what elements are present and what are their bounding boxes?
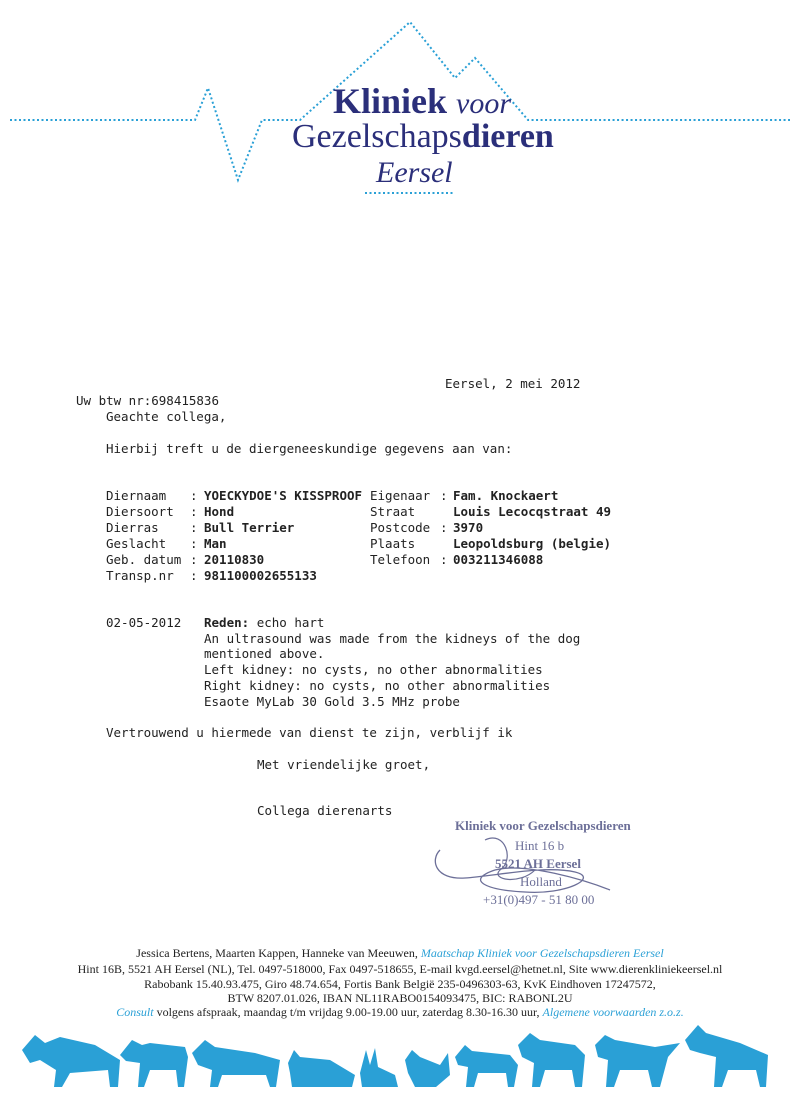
closing-line: Vertrouwend u hiermede van dienst te zijn, verblijf ik <box>106 725 513 740</box>
signature-line: Collega dierenarts <box>257 803 393 818</box>
footer-voorwaarden: Algemene voorwaarden z.o.z. <box>542 1005 684 1019</box>
btw-number: Uw btw nr:698415836 <box>76 393 219 408</box>
stamp-line2: Hint 16 b <box>515 838 565 853</box>
field-value-eigenaar: Fam. Knockaert <box>453 488 559 503</box>
clinic-stamp <box>425 810 645 920</box>
reason-label: Reden: <box>204 615 250 630</box>
footer-line2: Hint 16B, 5521 AH Eersel (NL), Tel. 0497-518000, Fax 0497-518655, E-mail kvgd.eersel@hetnet.nl, Site www.dierenkliniekeersel.nl <box>77 962 723 976</box>
field-colon: : <box>440 488 448 503</box>
field-colon: : <box>440 520 448 535</box>
note-line: Esaote MyLab 30 Gold 3.5 MHz probe <box>204 694 460 709</box>
note-line: Left kidney: no cysts, no other abnormalities <box>204 662 543 677</box>
logo-dieren: dieren <box>461 118 554 155</box>
footer-hours: volgens afspraak, maandag t/m vrijdag 9.00-19.00 uur, zaterdag 8.30-16.30 uur, <box>156 1005 540 1019</box>
field-label-geslacht: Geslacht <box>106 536 167 551</box>
field-colon: : <box>190 504 198 519</box>
field-colon: : <box>190 488 198 503</box>
dog-silhouette-icon <box>455 1045 518 1087</box>
footer-consult: Consult <box>116 1005 154 1019</box>
logo-gezelschaps: Gezelschaps <box>292 118 462 155</box>
dog-silhouette-icon <box>685 1025 768 1087</box>
field-label-straat: Straat <box>370 504 416 519</box>
field-value-straat: Louis Lecocqstraat 49 <box>453 504 612 519</box>
greeting: Geachte collega, <box>106 409 227 424</box>
logo-title-line1 <box>333 80 511 122</box>
field-value-plaats: Leopoldsburg (belgie) <box>453 536 612 551</box>
animal-silhouettes-strip <box>0 1015 800 1100</box>
field-value-postcode: 3970 <box>453 520 484 535</box>
regards-line: Met vriendelijke groet, <box>257 757 431 772</box>
dog-silhouette-icon <box>192 1040 280 1087</box>
stamp-line1: Kliniek voor Gezelschapsdieren <box>455 818 631 833</box>
field-colon: : <box>440 552 448 567</box>
field-colon: : <box>190 536 198 551</box>
footer-maatschap: Maatschap Kliniek voor Gezelschapsdieren Eersel <box>420 946 664 960</box>
dog-silhouette-icon <box>120 1040 188 1087</box>
field-value-diersoort: Hond <box>204 504 235 519</box>
field-colon: : <box>190 568 198 583</box>
dog-silhouette-icon <box>595 1035 680 1087</box>
intro-line: Hierbij treft u de diergeneeskundige gegevens aan van: <box>106 441 513 456</box>
logo-title-line3: Eersel <box>376 156 453 189</box>
field-value-geb-datum: 20110830 <box>204 552 265 567</box>
field-label-eigenaar: Eigenaar <box>370 488 431 503</box>
field-value-transp-nr: 981100002655133 <box>204 568 317 583</box>
place-date: Eersel, 2 mei 2012 <box>445 376 581 391</box>
reason-value: echo hart <box>256 615 325 630</box>
logo-voor: voor <box>456 87 512 120</box>
rabbit-silhouette-icon <box>360 1048 398 1087</box>
footer-line1 <box>0 946 800 961</box>
field-label-plaats: Plaats <box>370 536 416 551</box>
field-label-diernaam: Diernaam <box>106 488 167 503</box>
field-label-telefoon: Telefoon <box>370 552 431 567</box>
field-colon: : <box>190 520 198 535</box>
stamp-line5: +31(0)497 - 51 80 00 <box>483 892 595 907</box>
field-label-diersoort: Diersoort <box>106 504 174 519</box>
dog-silhouette-icon <box>518 1033 585 1087</box>
footer-names: Jessica Bertens, Maarten Kappen, Hanneke van Meeuwen, <box>136 946 418 960</box>
field-value-dierras: Bull Terrier <box>204 520 295 535</box>
field-label-postcode: Postcode <box>370 520 431 535</box>
field-value-geslacht: Man <box>204 536 227 551</box>
note-line: mentioned above. <box>204 646 325 661</box>
stamp-line4: Holland <box>520 874 562 889</box>
note-line: Right kidney: no cysts, no other abnormalities <box>204 678 551 693</box>
chicken-silhouette-icon <box>405 1050 450 1087</box>
field-label-dierras: Dierras <box>106 520 159 535</box>
field-value-diernaam: YOECKYDOE'S KISSPROOF <box>204 488 363 503</box>
note-line: An ultrasound was made from the kidneys of the dog <box>204 631 581 646</box>
field-label-transp-nr: Transp.nr <box>106 568 174 583</box>
logo-kliniek: Kliniek <box>333 81 448 121</box>
logo-title-line2 <box>292 118 554 156</box>
cat-silhouette-icon <box>288 1050 355 1087</box>
field-value-telefoon: 003211346088 <box>453 552 544 567</box>
footer-line3: Rabobank 15.40.93.475, Giro 48.74.654, Fortis Bank België 235-0496303-63, KvK Eindhoven 17247572, <box>144 977 656 991</box>
footer-line4: BTW 8207.01.026, IBAN NL11RABO0154093475, BIC: RABONL2U <box>227 991 573 1005</box>
reason-line <box>204 615 324 630</box>
stamp-line3: 5521 AH Eersel <box>495 856 581 871</box>
field-label-geb-datum: Geb. datum <box>106 552 182 567</box>
field-colon: : <box>190 552 198 567</box>
dog-silhouette-icon <box>22 1035 120 1087</box>
visit-date: 02-05-2012 <box>106 615 182 630</box>
